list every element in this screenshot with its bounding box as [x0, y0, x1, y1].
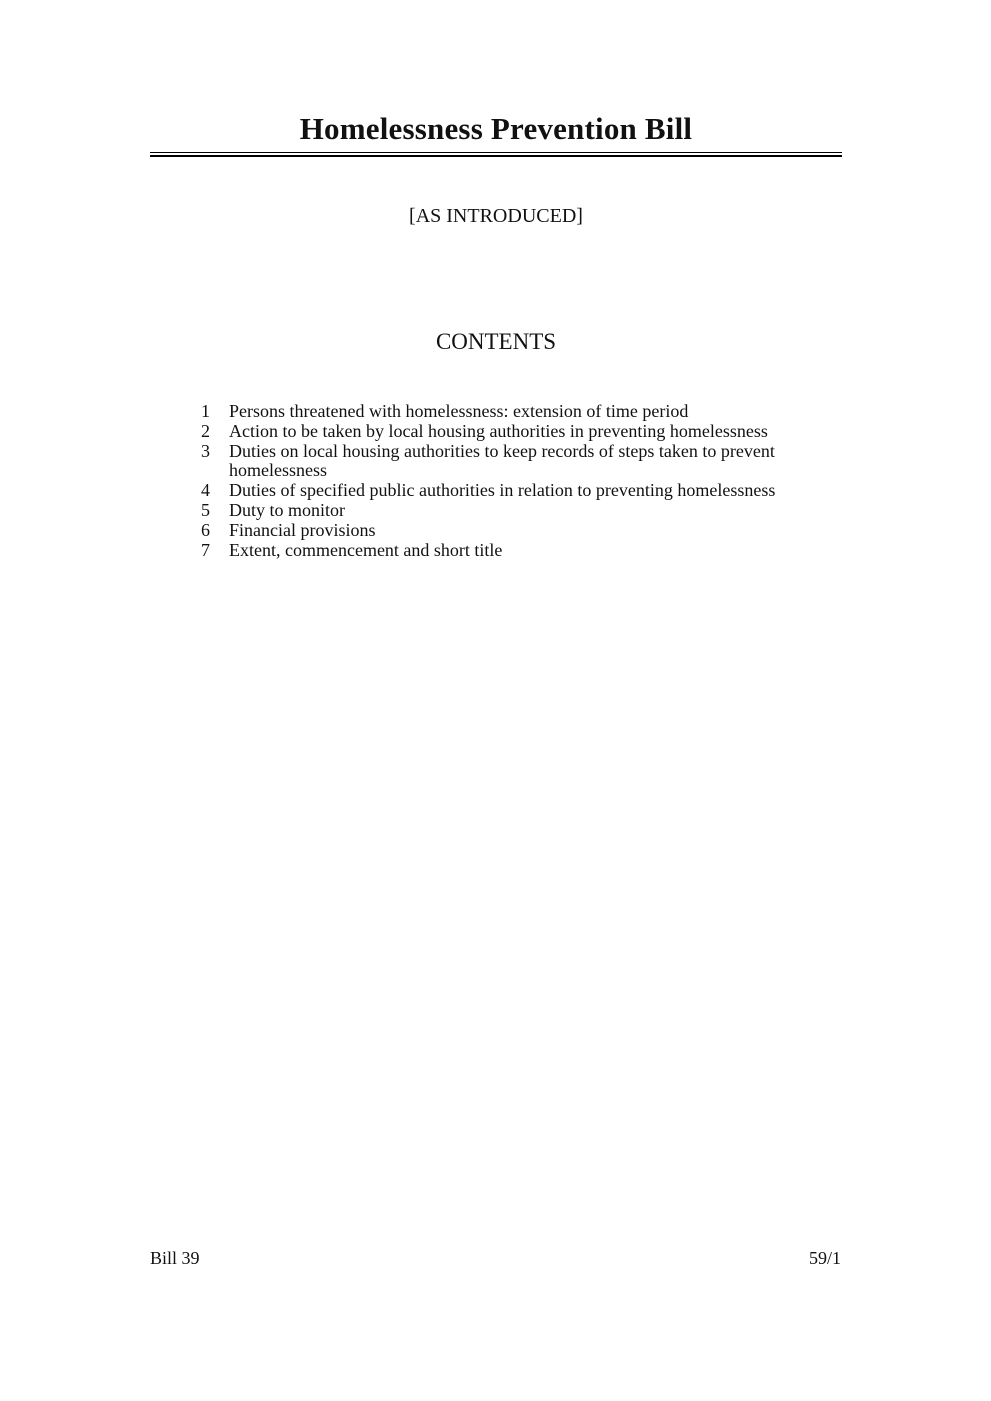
bill-number-footer: Bill 39: [150, 1248, 200, 1268]
toc-item-number: 4: [201, 480, 210, 501]
toc-item-text: Financial provisions: [229, 519, 376, 540]
toc-item-text: Extent, commencement and short title: [229, 539, 503, 560]
toc-item-text: Duties on local housing authorities to keep records of steps taken to prevent homelessness: [229, 440, 775, 481]
toc-item-text: Persons threatened with homelessness: extension of time period: [229, 401, 689, 421]
toc-item-number: 2: [201, 420, 210, 441]
table-of-contents: [190, 402, 850, 560]
toc-item: [190, 442, 850, 482]
toc-item-number: 5: [201, 499, 210, 520]
toc-item-number: 1: [201, 401, 210, 421]
toc-item: [190, 521, 850, 541]
title-rule-thick: [150, 155, 842, 157]
page-reference-footer: 59/1: [808, 1248, 841, 1268]
bill-title: Homelessness Prevention Bill: [299, 111, 693, 146]
bill-status: [AS INTRODUCED]: [409, 205, 583, 227]
title-rule-thin: [150, 152, 842, 153]
toc-item-text: Action to be taken by local housing authorities in preventing homelessness: [229, 420, 768, 441]
contents-heading: CONTENTS: [435, 329, 557, 354]
toc-item-text: Duty to monitor: [229, 499, 345, 520]
toc-item: [190, 481, 850, 501]
toc-item-text: Duties of specified public authorities in relation to preventing homelessness: [229, 480, 776, 501]
toc-item: [190, 422, 850, 442]
toc-item-number: 3: [201, 440, 210, 461]
toc-item: [190, 501, 850, 521]
toc-item: [190, 402, 850, 422]
toc-item-number: 6: [201, 519, 210, 540]
toc-item-number: 7: [201, 539, 210, 560]
toc-item: [190, 541, 850, 561]
